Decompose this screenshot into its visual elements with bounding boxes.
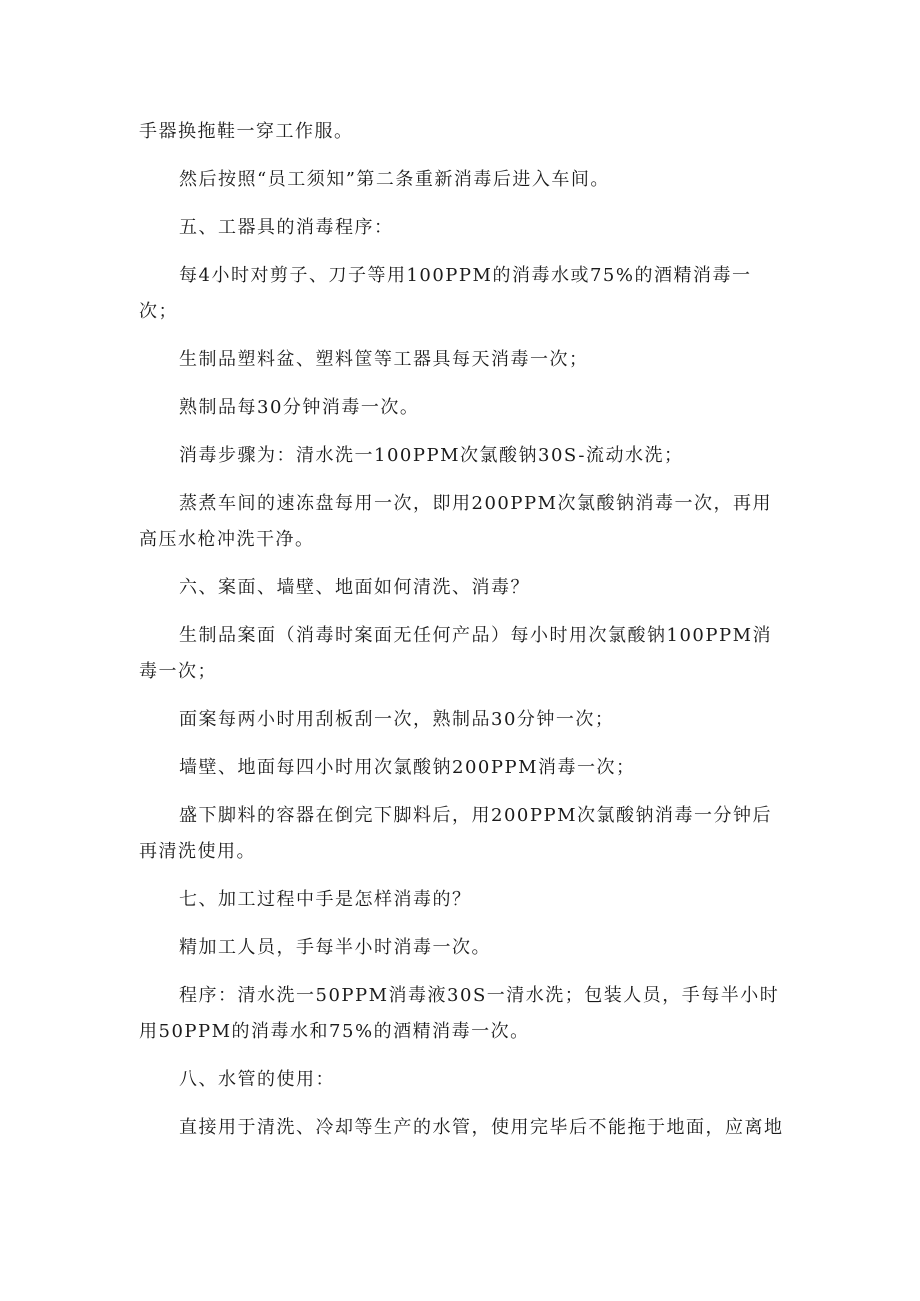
paragraph: 熟制品每30分钟消毒一次。	[179, 397, 420, 418]
section-heading: 六、案面、墙壁、地面如何清洗、消毒？	[179, 577, 530, 598]
document-page	[139, 114, 789, 1158]
paragraph: 每4小时对剪子、刀子等用100PPM的消毒水或75%的酒精消毒一次；	[139, 265, 752, 322]
paragraph: 面案每两小时用刮板刮一次，熟制品30分钟一次；	[179, 709, 615, 730]
paragraph: 墙壁、地面每四小时用次氯酸钠200PPM消毒一次；	[179, 757, 636, 778]
paragraph: 手器换拖鞋一穿工作服。	[139, 121, 354, 142]
paragraph: 然后按照“员工须知”第二条重新消毒后进入车间。	[179, 169, 610, 190]
paragraph: 消毒步骤为：清水洗一100PPM次氯酸钠30S-流动水洗；	[179, 445, 684, 466]
paragraph: 生制品塑料盆、塑料筐等工器具每天消毒一次；	[179, 349, 589, 370]
paragraph: 程序：清水洗一50PPM消毒液30S一清水洗；包装人员，手每半小时用50PPM的消毒水和75%的酒精消毒一次。	[139, 985, 780, 1042]
section-heading: 五、工器具的消毒程序：	[179, 217, 394, 238]
paragraph: 生制品案面（消毒时案面无任何产品）每小时用次氯酸钠100PPM消毒一次；	[139, 625, 773, 682]
section-heading: 七、加工过程中手是怎样消毒的？	[179, 889, 472, 910]
section-heading: 八、水管的使用：	[179, 1069, 335, 1090]
paragraph: 直接用于清洗、冷却等生产的水管，使用完毕后不能拖于地面，应离地	[179, 1117, 784, 1138]
paragraph: 蒸煮车间的速冻盘每用一次，即用200PPM次氯酸钠消毒一次，再用高压水枪冲洗干净。	[139, 493, 773, 550]
paragraph: 盛下脚料的容器在倒完下脚料后，用200PPM次氯酸钠消毒一分钟后再清洗使用。	[139, 805, 773, 862]
paragraph: 精加工人员，手每半小时消毒一次。	[179, 937, 491, 958]
